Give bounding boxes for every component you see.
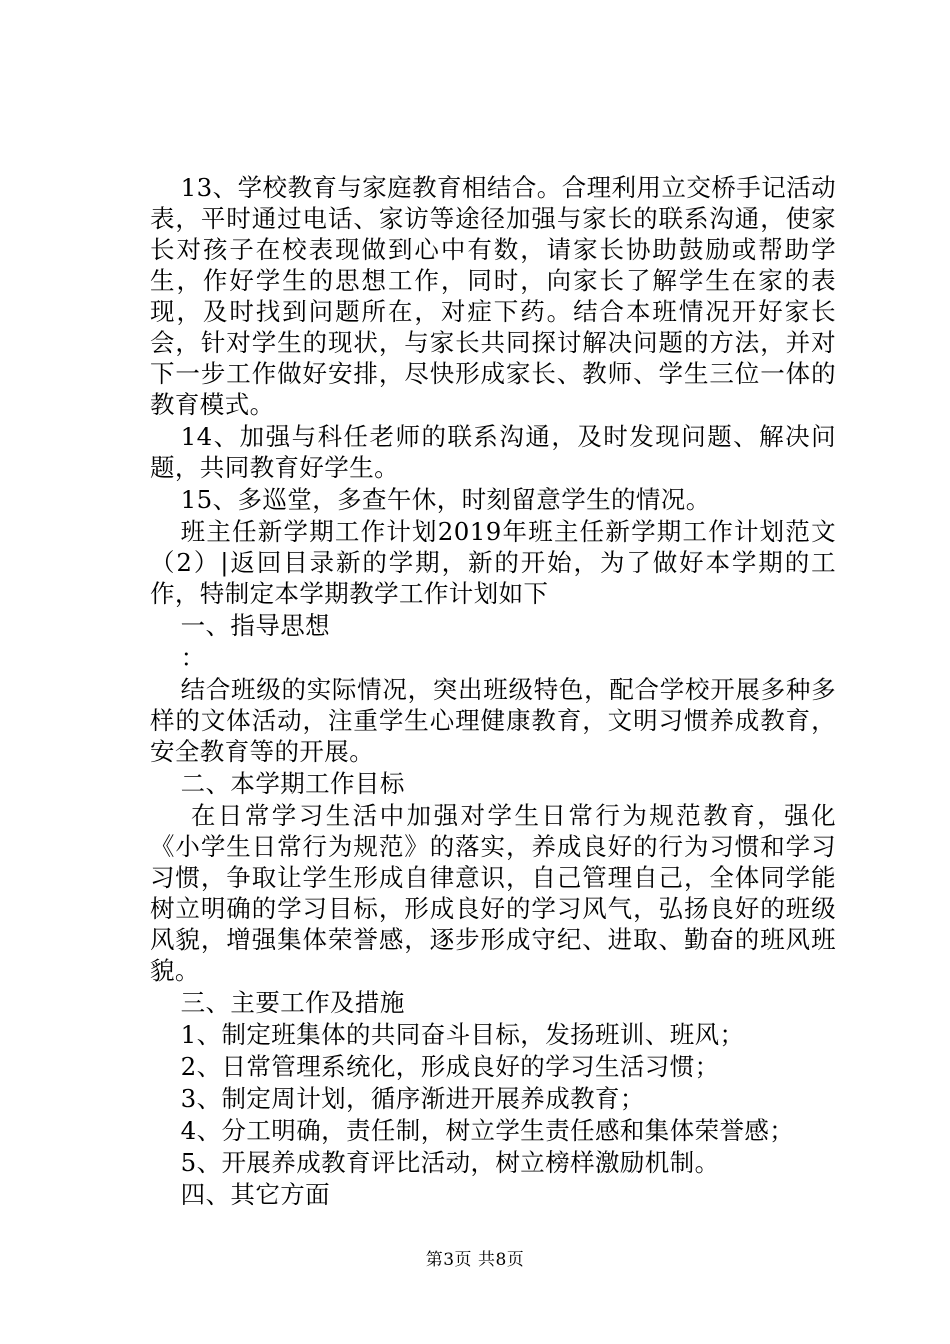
heading-main-measures: 三、主要工作及措施 xyxy=(180,988,405,1017)
colon-line: ： xyxy=(180,643,206,672)
paragraph-14: 14、加强与科任老师的联系沟通，及时发现问题、解决问题，共同教育好学生。 xyxy=(150,422,836,482)
paragraph-13: 13、学校教育与家庭教育相结合。合理利用立交桥手记活动表，平时通过电话、家访等途径加强与家长的联系沟通，使家长对孩子在校表现做到心中有数，请家长协助鼓励或帮助学生，作好学生的思想工作，同时，向家长了解学生在家的表现，及时找到问题所在，对症下药。结合本班情况开好家长会，针对学生的现状，与家长共同探讨解决问题的方法，并对下一步工作做好安排，尽快形成家长、教师、学生三位一体的教育模式。 xyxy=(150,173,836,419)
paragraph-15: 15、多巡堂，多查午休，时刻留意学生的情况。 xyxy=(180,485,711,514)
measure-item-1: 1、制定班集体的共同奋斗目标，发扬班训、班风； xyxy=(180,1020,745,1049)
page-number-footer: 第3页 共8页 xyxy=(425,1250,525,1270)
paragraph-intro: 班主任新学期工作计划2019年班主任新学期工作计划范文（2）|返回目录新的学期，新的开始，为了做好本学期的工作，特制定本学期教学工作计划如下 xyxy=(150,517,836,608)
measure-item-3: 3、制定周计划，循序渐进开展养成教育； xyxy=(180,1084,645,1113)
document-body xyxy=(150,172,836,1211)
heading-semester-goal: 二、本学期工作目标 xyxy=(180,769,405,798)
heading-guiding-thought: 一、指导思想 xyxy=(180,611,331,640)
measure-item-5: 5、开展养成教育评比活动，树立榜样激励机制。 xyxy=(180,1148,720,1177)
heading-other-aspects: 四、其它方面 xyxy=(180,1180,331,1209)
measure-item-2: 2、日常管理系统化，形成良好的学习生活习惯； xyxy=(180,1052,720,1081)
paragraph-guiding-thought: 结合班级的实际情况，突出班级特色，配合学校开展多种多样的文体活动，注重学生心理健康教育，文明习惯养成教育，安全教育等的开展。 xyxy=(150,675,836,766)
measure-item-4: 4、分工明确，责任制，树立学生责任感和集体荣誉感； xyxy=(180,1116,795,1145)
paragraph-semester-goal: 在日常学习生活中加强对学生日常行为规范教育，强化《小学生日常行为规范》的落实，养成良好的行为习惯和学习习惯，争取让学生形成自律意识，自己管理自己，全体同学能树立明确的学习目标，形成良好的学习风气，弘扬良好的班级风貌，增强集体荣誉感，逐步形成守纪、进取、勤奋的班风班貌。 xyxy=(150,801,836,985)
